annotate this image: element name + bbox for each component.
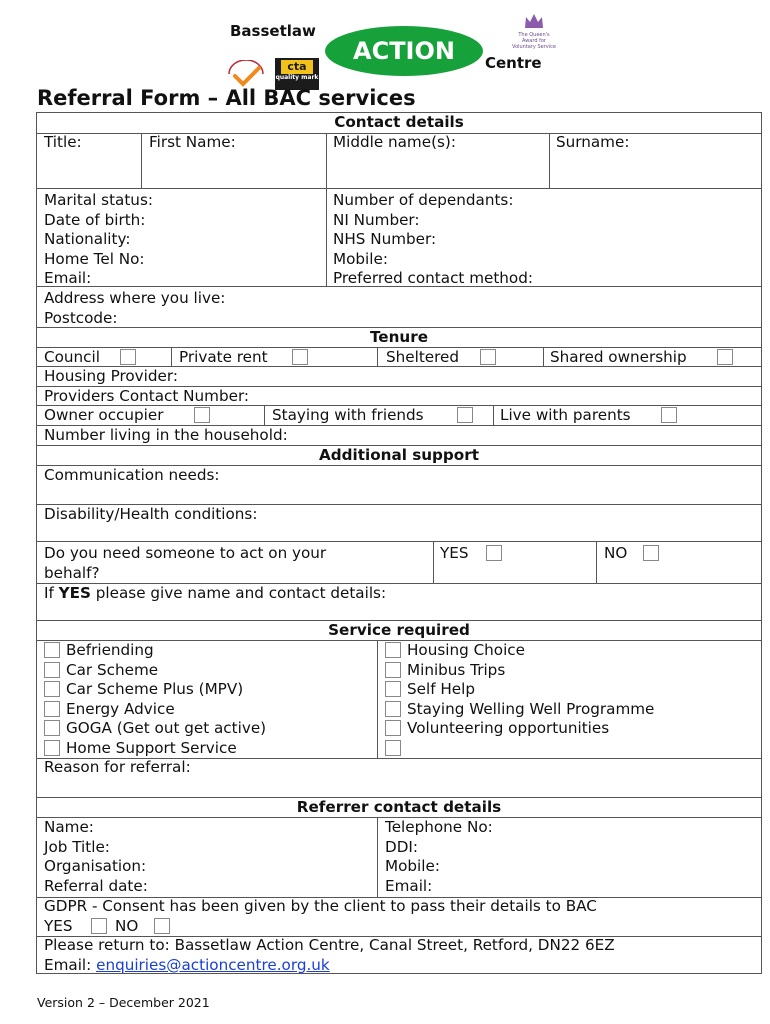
if-suffix: please give name and contact details: [95,584,387,602]
act-on-behalf-no-label: NO [604,544,628,562]
reason-for-referral-field[interactable]: Reason for referral: [44,758,191,776]
home-tel-field[interactable]: Home Tel No: [44,249,145,268]
sheltered-label: Sheltered [386,348,460,366]
act-on-behalf-yes-checkbox[interactable] [486,545,502,561]
additional-support-heading: Additional support [319,446,479,464]
council-label: Council [44,348,100,366]
council-checkbox[interactable] [120,349,136,365]
preferred-contact-field[interactable]: Preferred contact method: [333,269,533,288]
referral-form [36,112,762,974]
self-help-checkbox[interactable] [385,681,401,697]
ni-number-field[interactable]: NI Number: [333,210,420,229]
act-on-behalf-no-checkbox[interactable] [643,545,659,561]
return-email-line [44,956,330,976]
queens-award-text: The Queen's Award for Voluntary Service [512,32,556,50]
referrer-job-title-field[interactable]: Job Title: [44,837,110,856]
referrer-organisation-field[interactable]: Organisation: [44,857,147,876]
if-prefix: If [44,584,54,602]
owner-occupier-label: Owner occupier [44,406,164,424]
return-email-label: Email: [44,955,92,974]
providers-contact-field[interactable]: Providers Contact Number: [44,387,250,405]
staying-with-friends-checkbox[interactable] [457,407,473,423]
referrer-email-field[interactable]: Email: [385,876,433,895]
private-rent-checkbox[interactable] [292,349,308,365]
volunteering-checkbox[interactable] [385,720,401,736]
befriending-checkbox[interactable] [44,642,60,658]
tenure-heading: Tenure [369,328,429,346]
disability-field[interactable]: Disability/Health conditions: [44,505,258,523]
staying-welling-well-label: Staying Welling Well Programme [407,699,655,718]
nhs-number-field[interactable]: NHS Number: [333,230,437,249]
live-with-parents-label: Live with parents [500,406,631,424]
return-address: Please return to: Bassetlaw Action Centre, Canal Street, Retford, DN22 6EZ [44,936,615,954]
gdpr-yes-label: YES [44,916,73,935]
number-living-field[interactable]: Number living in the household: [44,426,288,444]
act-on-behalf-question-line2: behalf? [44,563,100,582]
act-on-behalf-yes-label: YES [440,544,469,562]
middle-names-field[interactable]: Middle name(s): [333,133,456,151]
housing-provider-field[interactable]: Housing Provider: [44,367,178,385]
page-title: Referral Form – All BAC services [37,86,416,110]
referrer-ddi-field[interactable]: DDI: [385,837,418,856]
dependants-field[interactable]: Number of dependants: [333,191,514,209]
befriending-label: Befriending [66,641,154,659]
cta-sublabel: quality mark [275,74,319,81]
referrer-name-field[interactable]: Name: [44,818,94,836]
staying-welling-well-checkbox[interactable] [385,701,401,717]
goga-checkbox[interactable] [44,720,60,736]
referrer-contact-heading: Referrer contact details [296,798,502,816]
owner-occupier-checkbox[interactable] [194,407,210,423]
return-email-link[interactable]: enquiries@actioncentre.org.uk [96,955,330,974]
goga-label: GOGA (Get out get active) [66,719,267,738]
marital-status-field[interactable]: Marital status: [44,191,153,209]
representative-details-field[interactable] [44,584,386,604]
car-scheme-label: Car Scheme [66,660,159,679]
address-field[interactable]: Address where you live: [44,289,226,307]
home-support-label: Home Support Service [66,739,237,757]
gdpr-no-label: NO [115,916,139,935]
volunteering-label: Volunteering opportunities [407,719,610,738]
shared-ownership-label: Shared ownership [550,348,687,366]
minibus-trips-checkbox[interactable] [385,662,401,678]
car-scheme-plus-checkbox[interactable] [44,681,60,697]
self-help-label: Self Help [407,680,476,699]
logo-centre: Centre [485,54,542,72]
investing-in-volunteers-logo [225,60,267,88]
email-field[interactable]: Email: [44,269,92,288]
mobile-field[interactable]: Mobile: [333,249,388,268]
referrer-telephone-field[interactable]: Telephone No: [385,818,493,836]
first-name-field[interactable]: First Name: [149,133,236,151]
shared-ownership-checkbox[interactable] [717,349,733,365]
gdpr-yes-checkbox[interactable] [91,918,107,934]
communication-needs-field[interactable]: Communication needs: [44,466,220,484]
nationality-field[interactable]: Nationality: [44,230,131,249]
energy-advice-label: Energy Advice [66,699,175,718]
car-scheme-plus-label: Car Scheme Plus (MPV) [66,680,244,699]
referral-date-field[interactable]: Referral date: [44,876,148,895]
housing-choice-checkbox[interactable] [385,642,401,658]
if-yes-bold: YES [58,584,91,602]
housing-choice-label: Housing Choice [407,641,525,659]
date-of-birth-field[interactable]: Date of birth: [44,210,146,229]
service-required-heading: Service required [328,621,470,639]
crown-icon [523,12,545,30]
home-support-checkbox[interactable] [44,740,60,756]
cta-label: cta [281,60,313,74]
postcode-field[interactable]: Postcode: [44,308,118,327]
referrer-mobile-field[interactable]: Mobile: [385,857,440,876]
live-with-parents-checkbox[interactable] [661,407,677,423]
act-on-behalf-question-line1: Do you need someone to act on your [44,544,327,562]
surname-field[interactable]: Surname: [556,133,630,151]
private-rent-label: Private rent [179,348,268,366]
sheltered-checkbox[interactable] [480,349,496,365]
minibus-trips-label: Minibus Trips [407,660,506,679]
energy-advice-checkbox[interactable] [44,701,60,717]
contact-details-heading: Contact details [334,113,464,131]
queens-award-logo [510,12,558,48]
logo-bassetlaw: Bassetlaw [230,22,316,40]
car-scheme-checkbox[interactable] [44,662,60,678]
staying-with-friends-label: Staying with friends [272,406,424,424]
gdpr-no-checkbox[interactable] [154,918,170,934]
logo-action: ACTION [325,26,483,76]
gdpr-consent-text: GDPR - Consent has been given by the client to pass their details to BAC [44,897,597,915]
other-service-checkbox[interactable] [385,740,401,756]
title-field[interactable]: Title: [44,133,82,151]
version-footer: Version 2 – December 2021 [37,995,210,1010]
